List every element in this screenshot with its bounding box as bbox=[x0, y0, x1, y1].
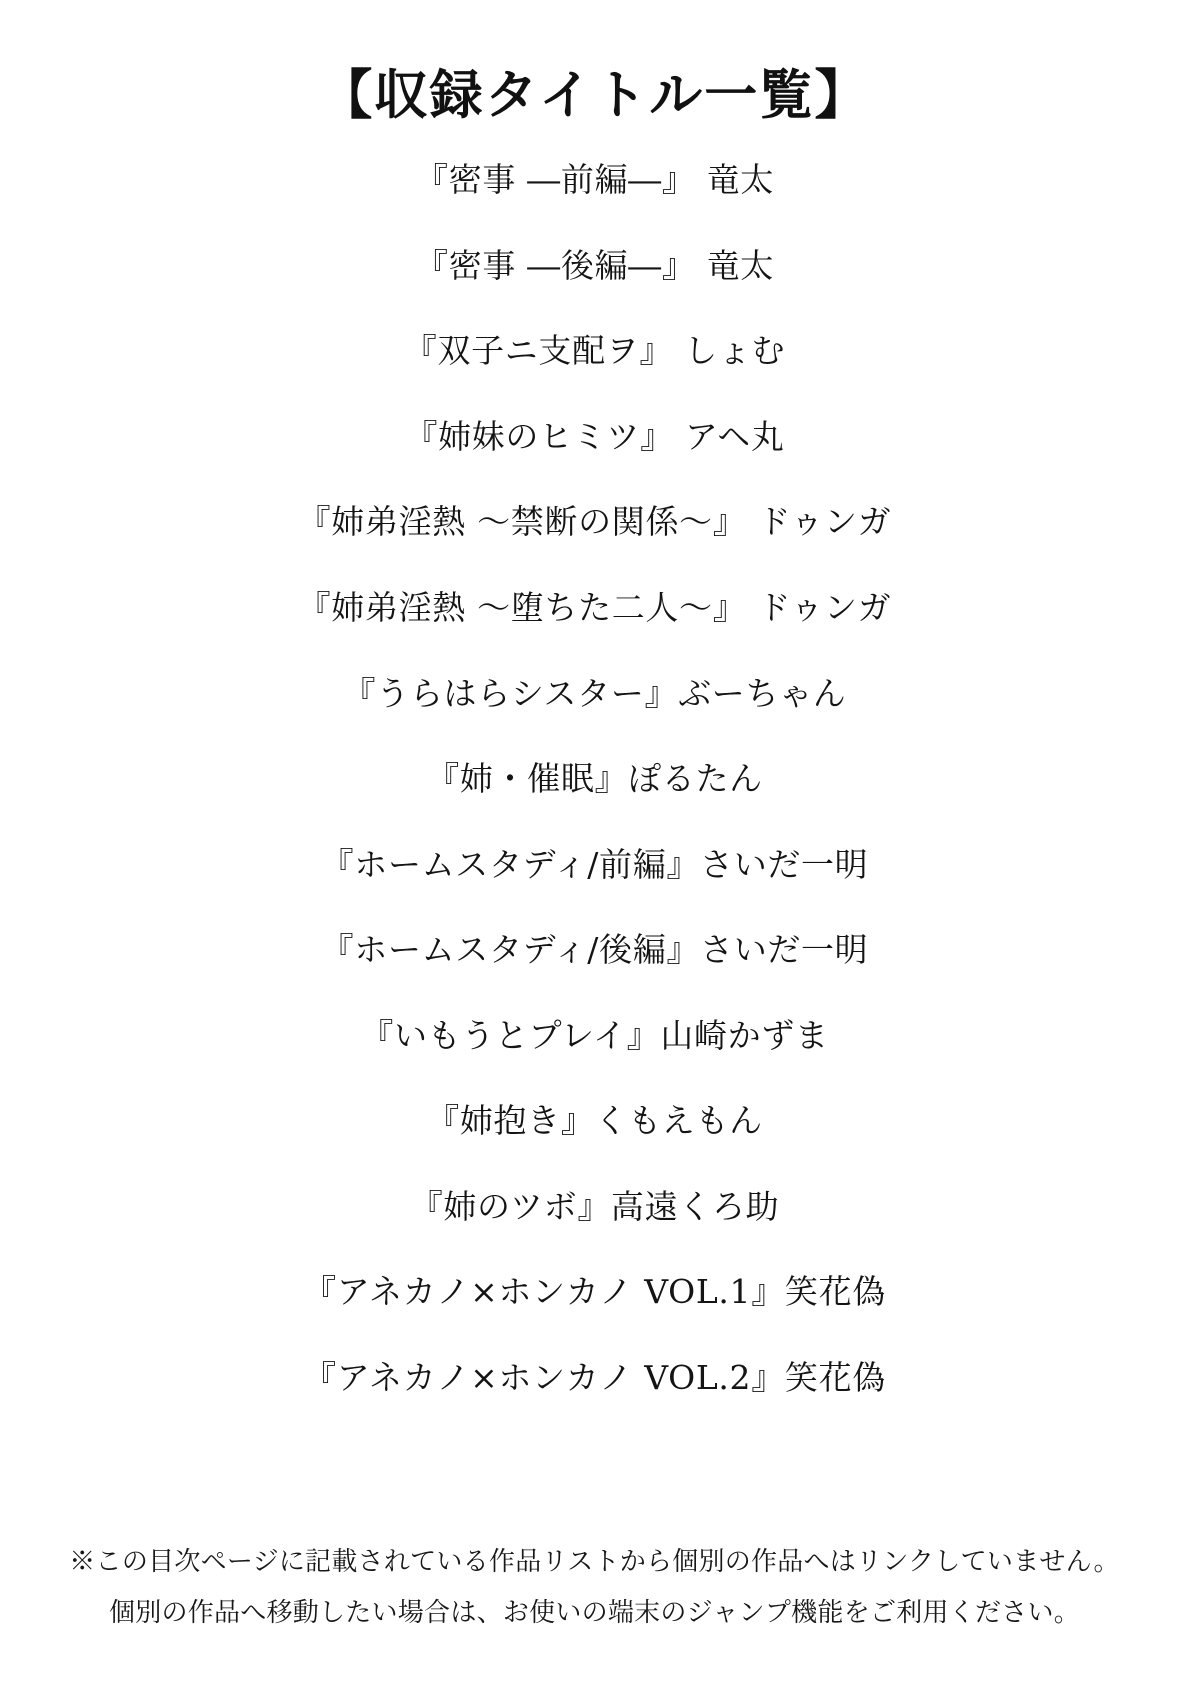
page-title: 【収録タイトル一覧】 bbox=[319, 64, 870, 126]
list-item: 『姉妹のヒミツ』 アヘ丸 bbox=[404, 416, 785, 456]
list-item: 『アネカノ×ホンカノ VOL.2』笑花偽 bbox=[303, 1357, 886, 1397]
list-item: 『姉弟淫熱 〜堕ちた二人〜』 ドゥンガ bbox=[297, 587, 892, 627]
list-item: 『ホームスタディ/前編』さいだ一明 bbox=[320, 844, 869, 884]
list-item: 『密事 ―前編―』 竜太 bbox=[415, 160, 774, 200]
list-item: 『密事 ―後編―』 竜太 bbox=[415, 245, 774, 285]
list-item: 『姉抱き』くもえもん bbox=[426, 1101, 763, 1141]
list-item: 『アネカノ×ホンカノ VOL.1』笑花偽 bbox=[303, 1272, 886, 1312]
note-line-2: 個別の作品へ移動したい場合は、お使いの端末のジャンプ機能をご利用ください。 bbox=[108, 1598, 1081, 1628]
list-item: 『姉・催眠』ぽるたん bbox=[426, 759, 763, 799]
toc-list bbox=[60, 158, 1129, 1400]
list-item: 『姉のツボ』高遠くろ助 bbox=[409, 1186, 780, 1226]
note-line-1: ※この目次ページに記載されている作品リストから個別の作品へはリンクしていません。 bbox=[69, 1547, 1120, 1577]
list-item: 『双子ニ支配ヲ』 しょむ bbox=[403, 331, 786, 371]
list-item: 『いもうとプレイ』山崎かずま bbox=[360, 1015, 829, 1055]
list-item: 『姉弟淫熱 〜禁断の関係〜』 ドゥンガ bbox=[297, 502, 892, 542]
list-item: 『ホームスタディ/後編』さいだ一明 bbox=[320, 930, 869, 970]
list-item: 『うらはらシスター』ぶーちゃん bbox=[342, 673, 847, 713]
footer-notes bbox=[0, 1541, 1189, 1629]
